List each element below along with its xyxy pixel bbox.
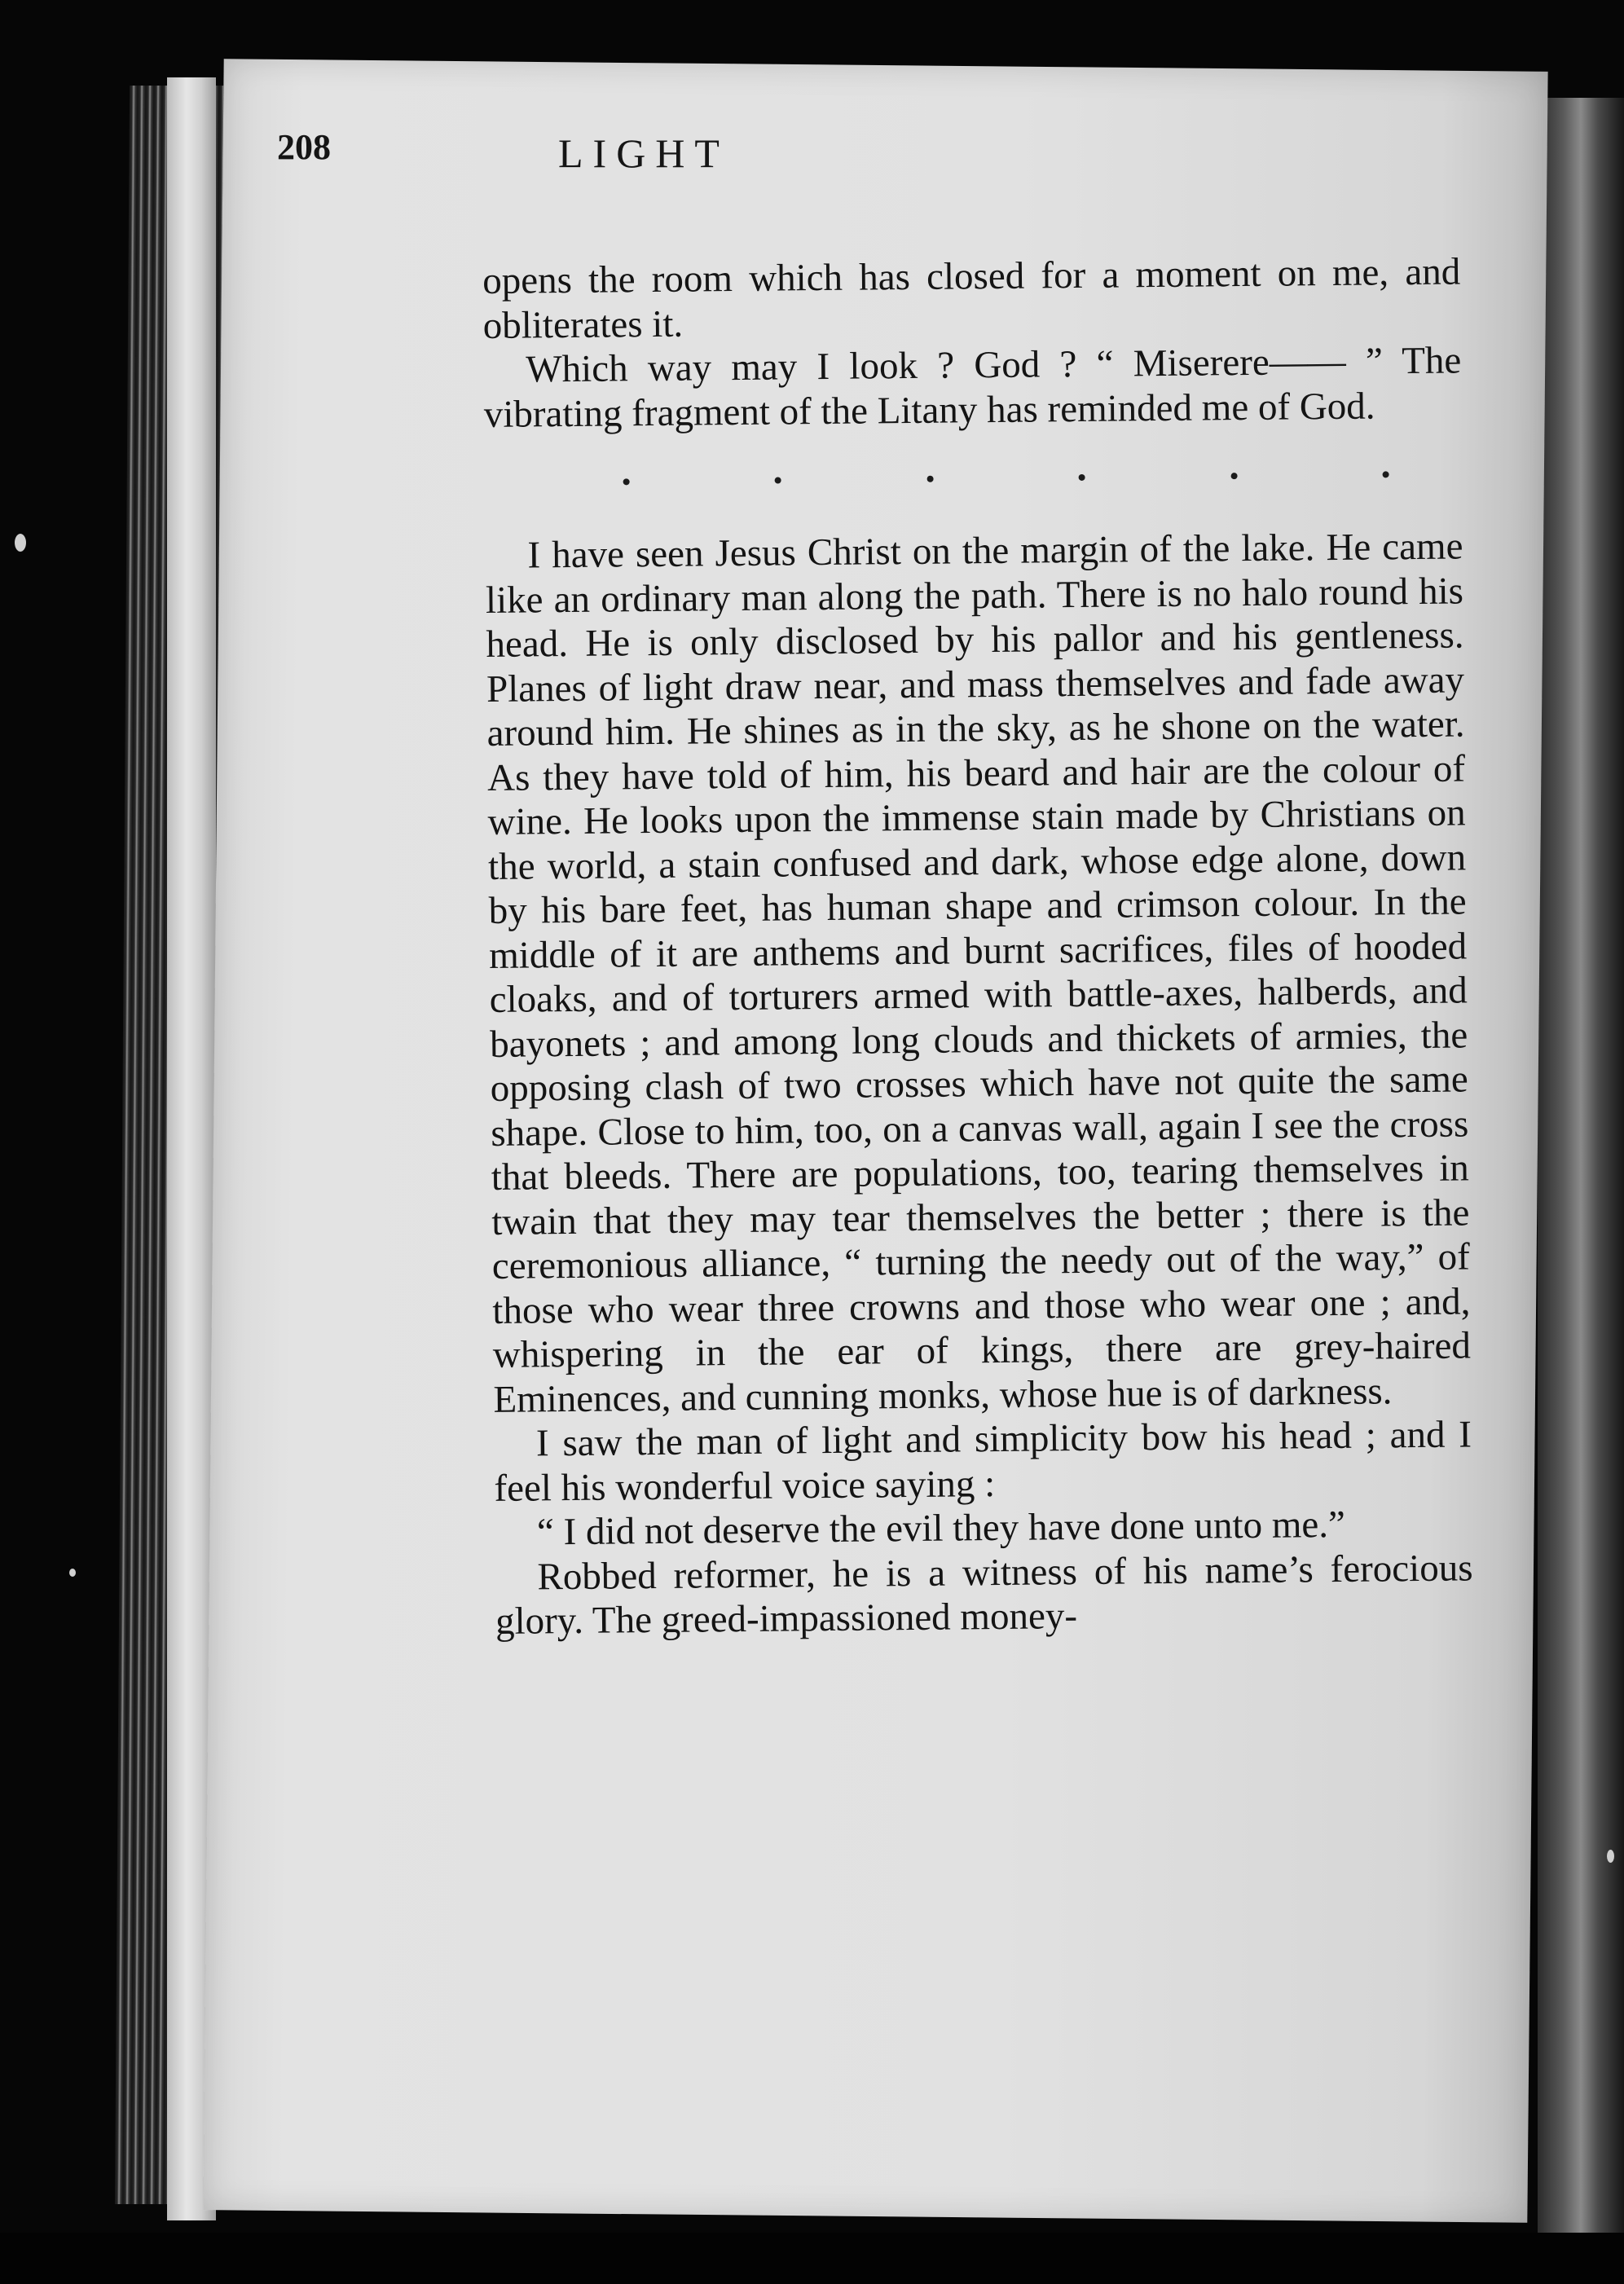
ornament-dot [775, 477, 781, 483]
page-title: LIGHT [558, 130, 729, 176]
ornament-dot [926, 476, 933, 482]
scan-speck [15, 534, 26, 552]
ornament-dot [1230, 473, 1237, 479]
paragraph: I have seen Jesus Christ on the margin of the lake. He came like an ordinary man along the path. There is no halo round his head. He is only disclosed by his pallor and his gentleness. Planes of light draw near, and mass themselves and fade away around him. He shines as in the sky, as he shone on the water. As they have told of him, his beard and hair are the colour of wine. He looks upon the immense stain made by Christians on the world, a stain confused and dark, whose edge alone, down by his bare feet, has human shape and crimson colour. In the middle of it are anthems and burnt sacrifices, files of hooded cloaks, and of torturers armed with battle-axes, halberds, and bayonets ; and among long clouds and thickets of armies, the opposing clash of two crosses which have not quite the same shape. Close to him, too, on a canvas wall, again I see the cross that bleeds. There are populations, too, tearing themselves in twain that they may tear themselves the better ; there is the ceremonious alliance, “ turning the needy out of the way,” of those who wear three crowns and those who wear one ; and, whispering in the ear of kings, there are grey-haired Eminences, and cunning monks, whose hue is of darkness. [485, 525, 1472, 1421]
paragraph: opens the room which has closed for a moment on me, and obliterates it. [482, 250, 1461, 347]
ornament-dot [1383, 471, 1389, 477]
ornament-dot [1079, 474, 1085, 481]
ornament-dot [623, 478, 630, 485]
right-page-edge [1538, 98, 1624, 2265]
page-number: 208 [277, 127, 331, 167]
scan-speck [1607, 1850, 1614, 1863]
paragraph: “ I did not deserve the evil they have done unto me.” [536, 1503, 1346, 1554]
paragraph: Which way may I look ? God ? “ Miserere—— ” The vibrating fragment of the Litany has reminded me of God. [483, 339, 1462, 436]
section-break-dots [484, 451, 1462, 505]
paragraph: Robbed reformer, he is a witness of his name’s ferocious glory. The greed-impassioned money- [495, 1546, 1473, 1643]
body-text [482, 249, 1473, 1644]
scan-speck [69, 1569, 76, 1577]
scan-bottom-edge [0, 2233, 1624, 2284]
paragraph: I saw the man of light and simplicity bow his head ; and I feel his wonderful voice saying : [494, 1413, 1472, 1510]
running-head [277, 126, 1450, 224]
